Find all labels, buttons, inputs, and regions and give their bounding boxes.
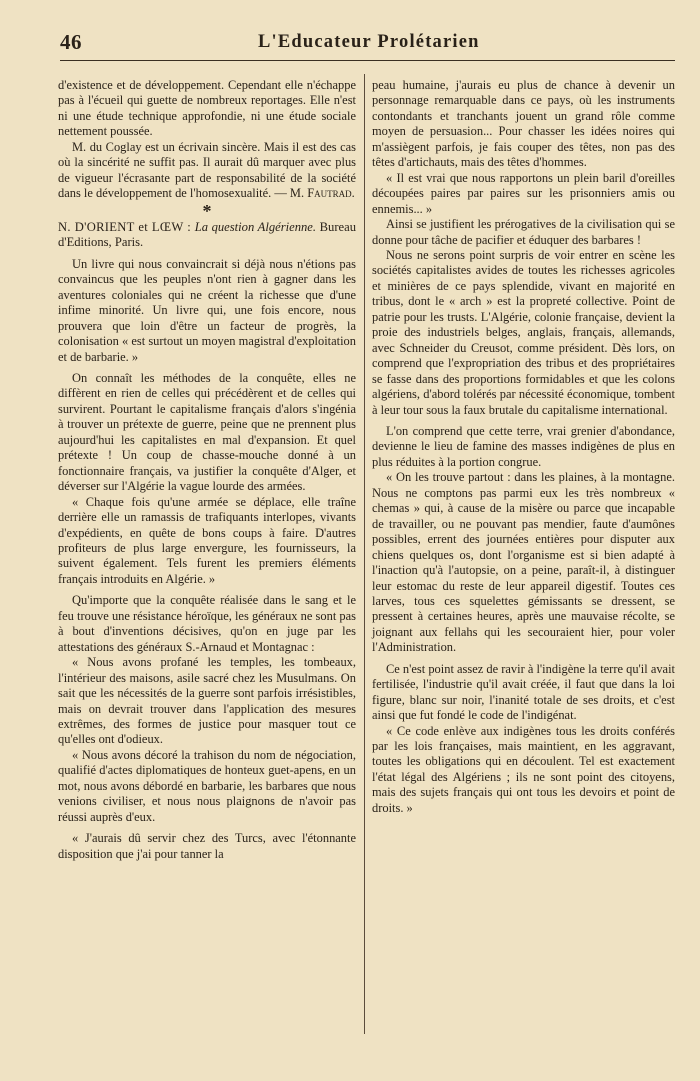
paragraph: On connaît les méthodes de la conquête, elles ne diffèrent en rien de celles qui précédèrent et de celles qui survirent. Pourtant le capitalisme français d'alors s'ingénia à trouver un prétexte de guerre, peine que ne prennent plus aujourd'hui les capitalistes en mal d'expansion. Et quel prétexte ! Un coup de chasse-mouche donné à un fonctionnaire français, va justifier la conquête d'Alger, et déverser sur l'Algérie la vague lourde des armées.	[58, 370, 356, 494]
quote-paragraph: peau humaine, j'aurais eu plus de chance à devenir un personnage remarquable dans ce pays, où les instruments contondants et tranchants jouent un grand rôle comme moyen de persuasion... Pour chasser les idées noires qui m'assiègent parfois, je fais couper des têtes, non pas des têtes d'artichauts, mais des têtes d'hommes.	[372, 78, 675, 170]
section-separator: *	[202, 200, 212, 221]
page-number: 46	[60, 30, 82, 54]
paragraph-text: M. du Coglay est un écrivain sincère. Mais il est des cas où la sincérité ne suffit pas. Il aurait dû marquer avec plus de vigueur l'écrasante part de responsabilité de la société dans le développement de l'homosexualité. — M.	[58, 139, 356, 201]
paragraph: L'on comprend que cette terre, vrai grenier d'abondance, devienne le lieu de famine des masses indigènes de plus en plus réduites à la portion congrue.	[372, 423, 675, 469]
paragraph: Ce n'est point assez de ravir à l'indigène la terre qu'il avait fertilisée, l'industrie qu'il avait créée, il faut que dans la loi figure, blanc sur noir, l'inanité totale de ses droits, et c'est ainsi que fut fondé le code de l'indigénat.	[372, 661, 675, 723]
quote-paragraph: « Nous avons décoré la trahison du nom de négociation, qualifié d'actes diplomatiques de honteux guet-apens, en un mot, nous avons débordé en barbarie, les barbares que nous venions civiliser, et nous nous plaignons de n'avoir pas réussi auprès d'eux.	[58, 747, 356, 824]
column-divider	[364, 74, 365, 1034]
quote-paragraph: « On les trouve partout : dans les plaines, à la montagne. Nous ne comptons pas parmi eux les très nombreux « chemas » qui, à cause de la misère ou parce que incapable de travailler, ou ne pouvant pas mendier, faute d'aumônes possibles, errent des journées entières pour disputer aux chiens quelques os, dont l'organisme est si bien adapté à l'inaction qu'à l'autopsie, on a peine, paraît-il, à distinguer leur estomac du reste de leur appareil digestif. Toutes ces larves, tous ces squelettes gémissants se dressent, se pressent à certaines heures, après une mauvaise récolte, se joignant aux fellahs qui les secouraient hier, pour voler l'Administration.	[372, 470, 675, 655]
quote-paragraph: « Il est vrai que nous rapportons un plein baril d'oreilles découpées paires par paires sur les prisonniers amis ou ennemis... »	[372, 170, 675, 216]
quote-paragraph: « J'aurais dû servir chez des Turcs, avec l'étonnante disposition que j'ai pour tanner la	[58, 831, 356, 861]
left-column	[58, 78, 356, 862]
review-publisher: Bureau d'Editions, Paris.	[58, 219, 357, 250]
review-authors: N. D'ORIENT et LŒW :	[58, 219, 192, 234]
quote-paragraph: « Chaque fois qu'une armée se déplace, elle traîne derrière elle un ramassis de trafiquants interlopes, vivants d'expédients, en quête de bons coups à faire. D'autres profiteurs de plus large envergure, les fournisseurs, la suivent également. Tels furent les premiers éléments français introduits en Algérie. »	[58, 494, 356, 586]
right-column	[372, 78, 675, 816]
review-book-title: La question Algérienne.	[194, 219, 317, 234]
quote-paragraph: « Ce code enlève aux indigènes tous les droits conférés par les lois françaises, mais maintient, en les aggravant, toutes les obligations qui en découlent. Tel est exactement l'état légal des Algériens ; ils ne sont point des citoyens, mais des sujets français qui ont tous les devoirs et point de droits. »	[372, 723, 675, 815]
header-rule	[60, 60, 675, 61]
paragraph	[58, 140, 356, 202]
paragraph: d'existence et de développement. Cependant elle n'échappe pas à l'écueil qui guette de nombreux reportages. Elle n'est ni une étude technique approfondie, ni une étude sociale nettement poussée.	[58, 78, 356, 139]
paragraph: Ainsi se justifient les prérogatives de la civilisation qui se donne pour tâche de pacifier et éduquer des barbares !	[372, 217, 675, 247]
paragraph: Nous ne serons point surpris de voir entrer en scène les sociétés capitalistes avides de toutes les richesses agricoles et minières de ce pays splendide, vivant en majorité en tribus, dont le « arch » est la propreté collective. Point de patrie pour les trusts. L'Algérie, colonie française, devient la proie des industriels belges, anglais, français, allemands, avec Schneider du Creusot, comme président. Dès lors, on comprend que l'expropriation des tribus et des propriétaires se fasse dans des proportions formidables et que les colons algériens, d'abord tolérés par nécessité économique, tombent à leur tour sous la faux brutale du capitalisme international.	[372, 247, 675, 417]
review-heading	[58, 220, 356, 251]
quote-paragraph: « Nous avons profané les temples, les tombeaux, l'intérieur des maisons, asile sacré chez les Musulmans. On sait que les nécessités de la guerre sont parfois irrésistibles, mais on devrait trouver dans l'application des mesures extrêmes, des formes de justice pour masquer tout ce qu'elles ont d'odieux.	[58, 655, 356, 747]
journal-title: L'Educateur Prolétarien	[258, 32, 480, 52]
page-header	[60, 28, 675, 64]
paragraph: Un livre qui nous convaincrait si déjà nous n'étions pas convaincus que les peuples n'ont rien à gagner dans les aventures coloniales qui ne créent la richesse que d'une infime minorité. Un livre qui, une fois encore, nous prouvera que loin d'être un facteur de progrès, la colonisation « est surtout un moyen magistral d'exploitation et de barbarie. »	[58, 256, 356, 364]
paragraph: Qu'importe que la conquête réalisée dans le sang et le feu trouve une résistance héroïque, les généraux ne sont pas à bout d'inventions décisives, qu'on en juge par les attestations des généraux S.-Arnaud et Montagnac :	[58, 593, 356, 654]
signature: Fautrad.	[307, 186, 355, 201]
